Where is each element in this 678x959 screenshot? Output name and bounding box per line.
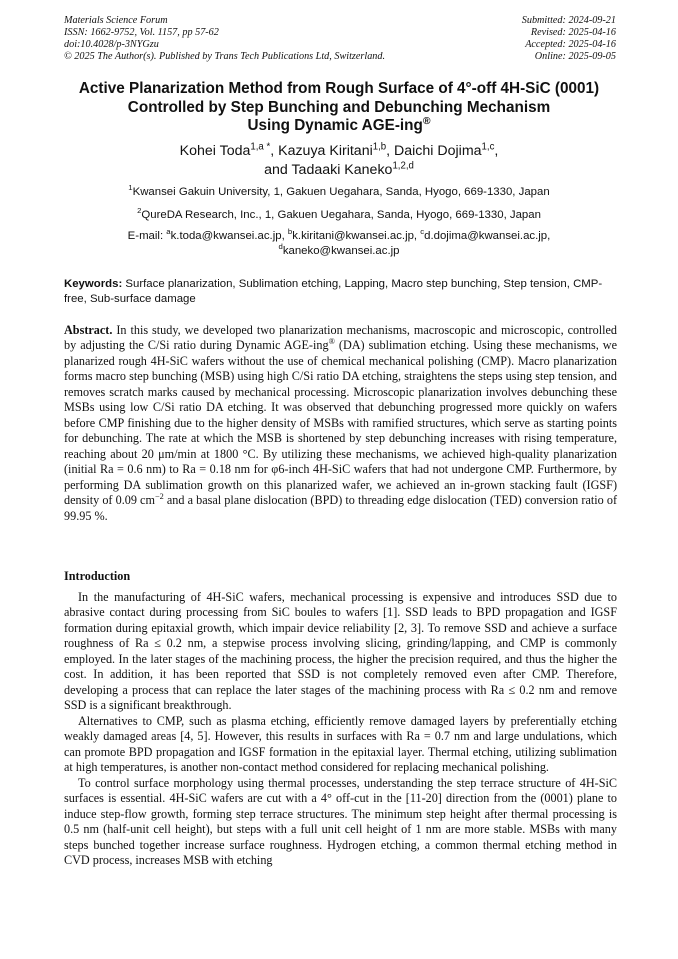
submitted-date: Submitted: 2024-09-21 [521, 15, 616, 26]
email-marker: d [278, 242, 283, 252]
copyright-line: © 2025 The Author(s). Published by Trans Tech Publications Ltd, Switzerland. [64, 50, 386, 62]
doi-line: doi:10.4028/p-3NYGzu [64, 38, 159, 50]
accepted-date: Accepted: 2025-04-16 [525, 38, 616, 50]
issn-line: ISSN: 1662-9752, Vol. 1157, pp 57-62 [64, 26, 219, 38]
abstract-text: (DA) sublimation etching. Using these mechanisms, we planarized rough 4H-SiC wafers without the use of chemical mechanical polishing (CMP). Macro planarization forms macro step bunching (MSB) using high C/Si ratio DA etching, straightens the steps using step tension, and removes scratch marks caused by mechanical processing. Microscopic planarization involves debunching these MSBs using low C/Si ratio DA etching. It was observed that debunching progressed more quickly on wafers before CMP finishing due to the higher density of MSBs with ramified structures, which serve as starting points for debunching. The rate at which the MSB is shortened by step debunching increases with rising temperature, reaching about 20 μm/min at 1800 °C. By utilizing these mechanisms, we achieved high-quality planarization (initial Ra = 0.6 nm) to Ra = 0.18 nm for φ6-inch 4H-SiC wafers that had not undergone CMP. Furthermore, by performing DA sublimation growth on this planarized wafer, we achieved an in-grown stacking fault (IGSF) density of 0.09 cm [64, 338, 617, 508]
title-line-3-text: Using Dynamic AGE-ing [247, 117, 423, 134]
journal-name: Materials Science Forum [64, 15, 168, 26]
email-marker: b [287, 227, 293, 237]
email-marker: a [166, 227, 171, 237]
title-line-3 [40, 117, 638, 136]
affiliation-text: QureDA Research, Inc., 1, Gakuen Uegahara, Sanda, Hyogo, 669-1330, Japan [141, 209, 541, 221]
registered-mark: ® [328, 337, 335, 347]
introduction-heading: Introduction [64, 569, 131, 583]
email-address: d.dojima@kwansei.ac.jp, [424, 230, 551, 242]
email-marker: c [420, 227, 425, 237]
title-line-2: Controlled by Step Bunching and Debunching Mechanism [127, 98, 551, 116]
author-separator: , [494, 143, 499, 159]
author-name: , Kazuya Kiritani [270, 143, 373, 159]
abstract-label: Abstract. [64, 323, 113, 337]
introduction-body [64, 590, 617, 868]
keywords-label: Keywords: [64, 278, 123, 290]
email-address: k.toda@kwansei.ac.jp, [170, 230, 288, 242]
author-superscript: 1,c [481, 141, 495, 153]
online-date: Online: 2025-09-05 [534, 50, 616, 62]
affiliation-text: Kwansei Gakuin University, 1, Gakuen Uegahara, Sanda, Hyogo, 669-1330, Japan [132, 186, 550, 198]
email-line-2 [20, 244, 658, 259]
abstract-text: and a basal plane dislocation (BPD) to threading edge dislocation (TED) conversion ratio of 99.95 %. [64, 493, 617, 523]
revised-date: Revised: 2025-04-16 [530, 26, 616, 38]
author-name: , Daichi Dojima [386, 143, 482, 159]
author-name: and Tadaaki Kaneko [264, 162, 393, 178]
abstract-text: In this study, we developed two planarization mechanisms, macroscopic and microscopic, controlled by adjusting the C/Si ratio during Dynamic AGE-ing [64, 323, 617, 353]
unit-exponent: −2 [154, 492, 164, 502]
keywords-section [64, 277, 616, 307]
affiliation-2 [20, 208, 658, 223]
author-list [40, 142, 638, 180]
journal-info [64, 15, 385, 63]
email-address: k.kiritani@kwansei.ac.jp, [292, 230, 421, 242]
paper-title [40, 80, 638, 136]
publication-dates [522, 15, 616, 63]
author-superscript: 1,b [372, 141, 387, 153]
author-superscript: 1,a * [250, 141, 271, 153]
author-name: Kohei Toda [179, 143, 251, 159]
email-block [20, 229, 658, 259]
affiliation-marker: 2 [137, 206, 142, 216]
author-line-2 [40, 161, 638, 180]
email-label: E-mail: [127, 230, 167, 242]
paragraph: Alternatives to CMP, such as plasma etching, efficiently remove damaged layers by preferentially etching weakly damaged areas [4, 5]. However, this results in surfaces with Ra = 0.7 nm and large undulations, which can promote BPD propagation and IGSF formation in the epitaxial layer. Thermal etching, utilizing sublimation at high temperatures, is another non-contact method considered for replacing mechanical polishing. [64, 713, 617, 775]
abstract-section [64, 323, 617, 524]
affiliation-marker: 1 [128, 183, 133, 193]
registered-mark: ® [422, 115, 431, 127]
email-address: kaneko@kwansei.ac.jp [282, 245, 400, 257]
author-line-1 [40, 142, 638, 161]
keywords-text: Surface planarization, Sublimation etching, Lapping, Macro step bunching, Step tension, CMP-free, Sub-surface damage [64, 278, 603, 305]
email-line-1 [20, 229, 658, 244]
title-line-1: Active Planarization Method from Rough Surface of 4°-off 4H-SiC (0001) [78, 80, 600, 97]
author-superscript: 1,2,d [392, 160, 414, 172]
paragraph: In the manufacturing of 4H-SiC wafers, mechanical processing is expensive and introduces SSD due to abrasive contact during processing from SiC boules to wafers [1]. SSD leads to BPD propagation and IGSF formation during epitaxial growth, which impair device reliability [2, 3]. To remove SSD and achieve a surface roughness of Ra ≤ 0.2 nm, a stepwise process involving slicing, grinding/lapping, and CMP is commonly employed. In the later stages of the machining process, the higher the precision required, and thus the higher the cost. In addition, it has been reported that SSD is not completely removed even after CMP. Therefore, developing a process that can replace the later stages of the machining process with Ra ≤ 0.2 nm and remove SSD is a significant breakthrough. [64, 590, 617, 713]
affiliation-1 [20, 185, 658, 200]
paragraph: To control surface morphology using thermal processes, understanding the step terrace structure of 4H-SiC surfaces is essential. 4H-SiC wafers are cut with a 4° off-cut in the [11-20] direction from the (0001) plane to induce step-flow growth, forming step terrace structures. The minimum step height after thermal processing is 0.5 nm (half-unit cell height), but steps with a full unit cell height of 1 nm are more stable. MSBs with many steps bunched together increase surface roughness. Hydrogen etching, a common thermal etching method in CVD process, increases MSB with etching [64, 775, 617, 867]
